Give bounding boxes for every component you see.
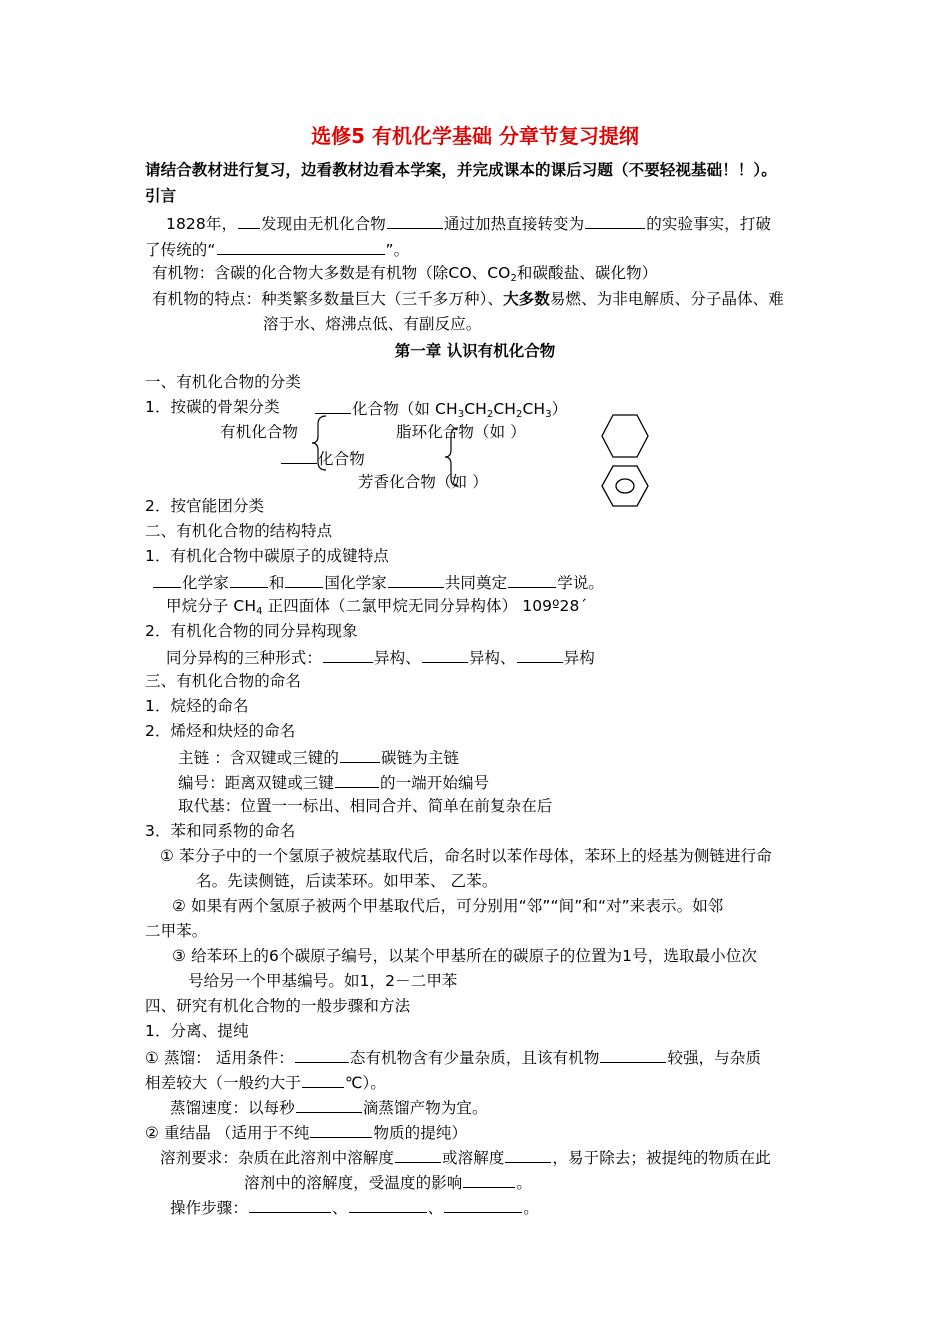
text: 易燃、为非电解质、分子晶体、难 xyxy=(549,290,784,308)
text: 、 xyxy=(427,1199,444,1217)
text: 化合物 xyxy=(318,450,365,468)
text: ℃）。 xyxy=(345,1074,386,1092)
preface-line-1 xyxy=(166,212,771,234)
text: 同分异构的三种形式： xyxy=(166,649,323,667)
text: ① 蒸馏： 适用条件： xyxy=(145,1049,294,1067)
blank[interactable] xyxy=(422,646,468,663)
intro-instruction: 请结合教材进行复习，边看教材边看本学案，并完成课本的课后习题（不要轻视基础！！）。 xyxy=(145,161,777,179)
section-3-item-3: 3．苯和同系物的命名 xyxy=(145,822,296,840)
text: 。 xyxy=(523,1199,539,1217)
blank[interactable] xyxy=(508,571,556,588)
methane-line xyxy=(166,596,587,616)
text: 国化学家 xyxy=(324,574,387,592)
numbering-rule xyxy=(178,771,489,793)
text: ”。 xyxy=(385,241,410,259)
blank[interactable] xyxy=(395,1146,441,1163)
substituent-rule: 取代基：位置一一标出、相同合并、简单在前复杂在后 xyxy=(178,797,553,815)
text: 操作步骤： xyxy=(170,1199,249,1217)
text: 碳链为主链 xyxy=(381,749,460,767)
blank[interactable] xyxy=(335,771,379,788)
text: CH xyxy=(522,400,546,418)
subscript: 2 xyxy=(510,273,517,284)
text: 1828年， xyxy=(166,215,238,233)
text: 编号：距离双键或三键 xyxy=(178,774,335,792)
text: CH xyxy=(464,400,487,418)
text: 甲烷分子 CH xyxy=(166,597,257,615)
page-title: 选修5 有机化学基础 分章节复习提纲 xyxy=(311,124,639,148)
subscript: 3 xyxy=(545,409,552,420)
organic-features xyxy=(152,289,784,309)
benzene-rule-3-cont: 号给另一个甲基编号。如1，2－二甲苯 xyxy=(188,972,458,990)
benzene-rule-2-cont: 二甲苯。 xyxy=(145,922,208,940)
benzene-rule-3: ③ 给苯环上的6个碳原子编号，以某个甲基所在的碳原子的位置为1号，选取最小位次 xyxy=(172,947,757,965)
organic-definition xyxy=(152,263,657,283)
section-3-item-1: 1．烷烃的命名 xyxy=(145,697,249,715)
text: 通过加热直接转变为 xyxy=(443,215,585,233)
text: 有机物的特点：种类繁多数量巨大（三千多万种）、 xyxy=(152,290,504,308)
text: 溶剂要求：杂质在此溶剂中溶解度 xyxy=(160,1149,395,1167)
cyclic-compound xyxy=(280,447,365,469)
text: 化学家 xyxy=(182,574,229,592)
text-bold: 大多数 xyxy=(503,290,550,308)
text: ） xyxy=(551,400,568,418)
text: 共同奠定 xyxy=(444,574,508,592)
isomer-forms xyxy=(166,646,595,668)
blank[interactable] xyxy=(315,397,351,414)
distillation-line xyxy=(145,1046,761,1068)
benzene-rule-2: ② 如果有两个氢原子被两个甲基取代后，可分别用“邻”“间”和“对”来表示。如邻 xyxy=(172,897,724,915)
chemists-line xyxy=(152,571,604,593)
text: 。 xyxy=(516,1174,533,1192)
text: 相差较大（一般约大于 xyxy=(145,1074,302,1092)
section-1-heading: 一、有机化合物的分类 xyxy=(145,373,302,391)
preface-line-2 xyxy=(145,238,409,260)
classification-root: 有机化合物 xyxy=(220,423,299,441)
text: ，易于除去；被提纯的物质在此 xyxy=(552,1149,771,1167)
text: 主链 ：含双键或三键的 xyxy=(178,749,340,767)
blank[interactable] xyxy=(349,1196,427,1213)
text: 的实验事实，打破 xyxy=(646,215,772,233)
solvent-requirement-cont xyxy=(244,1171,532,1193)
blank[interactable] xyxy=(302,1071,344,1088)
text: 和 xyxy=(268,574,285,592)
blank[interactable] xyxy=(388,571,444,588)
intro-heading: 引言 xyxy=(145,187,177,205)
subscript: 2 xyxy=(486,409,494,420)
text: 异构 xyxy=(563,649,595,667)
blank[interactable] xyxy=(323,646,373,663)
text: 化合物（如 CH xyxy=(352,400,458,418)
text: 较强，与杂质 xyxy=(667,1049,762,1067)
section-4-item-1: 1．分离、提纯 xyxy=(145,1022,249,1040)
subscript: 2 xyxy=(516,409,523,420)
cyclohexane-icon xyxy=(600,413,650,459)
blank[interactable] xyxy=(230,571,268,588)
blank[interactable] xyxy=(585,212,645,229)
blank[interactable] xyxy=(340,746,380,763)
solvent-requirement xyxy=(160,1146,771,1168)
benzene-rule-1-cont: 名。先读侧链，后读苯环。如甲苯、 乙苯。 xyxy=(196,872,498,890)
text: 学说。 xyxy=(557,574,605,592)
text: 蒸馏速度：以每秒 xyxy=(170,1099,295,1117)
text: 异构、 xyxy=(374,649,421,667)
section-2-item-1: 1．有机化合物中碳原子的成键特点 xyxy=(145,547,389,565)
blank[interactable] xyxy=(505,1146,551,1163)
blank[interactable] xyxy=(517,646,563,663)
text: 、 xyxy=(332,1199,348,1217)
section-3-item-2: 2．烯烃和炔烃的命名 xyxy=(145,722,296,740)
text: 的一端开始编号 xyxy=(380,774,490,792)
text: CH xyxy=(493,400,517,418)
blank[interactable] xyxy=(444,1196,522,1213)
text: 滴蒸馏产物为宜。 xyxy=(362,1099,488,1117)
text: 或溶解度 xyxy=(442,1149,505,1167)
chain-compound-line xyxy=(314,397,567,419)
blank[interactable] xyxy=(281,447,317,464)
blank[interactable] xyxy=(296,1096,362,1113)
text: 溶剂中的溶解度，受温度的影响 xyxy=(244,1174,463,1192)
blank[interactable] xyxy=(153,571,181,588)
text: 态有机物含有少量杂质，且该有机物 xyxy=(349,1049,600,1067)
distillation-line-cont xyxy=(145,1071,386,1093)
section-2-heading: 二、有机化合物的结构特点 xyxy=(145,522,333,540)
text: ② 重结晶 （适用于不纯 xyxy=(145,1124,310,1142)
section-4-heading: 四、研究有机化合物的一般步骤和方法 xyxy=(145,997,411,1015)
text: 了传统的“ xyxy=(145,241,216,259)
benzene-rule-1: ① 苯分子中的一个氢原子被烷基取代后，命名时以苯作母体，苯环上的烃基为侧链进行命 xyxy=(160,847,772,865)
subscript: 4 xyxy=(256,606,263,617)
text: 发现由无机化合物 xyxy=(261,215,386,233)
blank[interactable] xyxy=(463,1171,515,1188)
text: 和碳酸盐、碳化物） xyxy=(516,264,658,282)
blank[interactable] xyxy=(387,212,443,229)
section-1-item-2: 2．按官能团分类 xyxy=(145,497,265,515)
benzene-icon xyxy=(600,464,650,508)
section-3-heading: 三、有机化合物的命名 xyxy=(145,672,302,690)
text: 有机物：含碳的化合物大多数是有机物（除CO、CO xyxy=(152,264,511,282)
aromatic-compound: 芳香化合物（如 ） xyxy=(358,473,488,491)
section-2-item-2: 2．有机化合物的同分异构现象 xyxy=(145,622,358,640)
blank[interactable] xyxy=(600,1046,666,1063)
blank[interactable] xyxy=(285,571,323,588)
distillation-speed xyxy=(170,1096,488,1118)
section-1-item-1: 1．按碳的骨架分类 xyxy=(145,398,280,416)
operation-steps xyxy=(170,1196,539,1218)
main-chain-rule xyxy=(178,746,459,768)
subscript: 3 xyxy=(457,409,465,420)
text: 正四面体（二氯甲烷无同分异构体） 109º28´ xyxy=(262,597,588,615)
blank[interactable] xyxy=(238,212,260,229)
blank[interactable] xyxy=(249,1196,331,1213)
blank[interactable] xyxy=(217,238,385,255)
alicyclic-compound: 脂环化合物（如 ） xyxy=(396,423,526,441)
chapter-heading: 第一章 认识有机化合物 xyxy=(394,342,556,360)
organic-features-cont: 溶于水、熔沸点低、有副反应。 xyxy=(263,315,482,333)
blank[interactable] xyxy=(310,1121,372,1138)
blank[interactable] xyxy=(295,1046,349,1063)
recrystallization-line xyxy=(145,1121,467,1143)
text: 物质的提纯） xyxy=(373,1124,468,1142)
text: 异构、 xyxy=(468,649,516,667)
